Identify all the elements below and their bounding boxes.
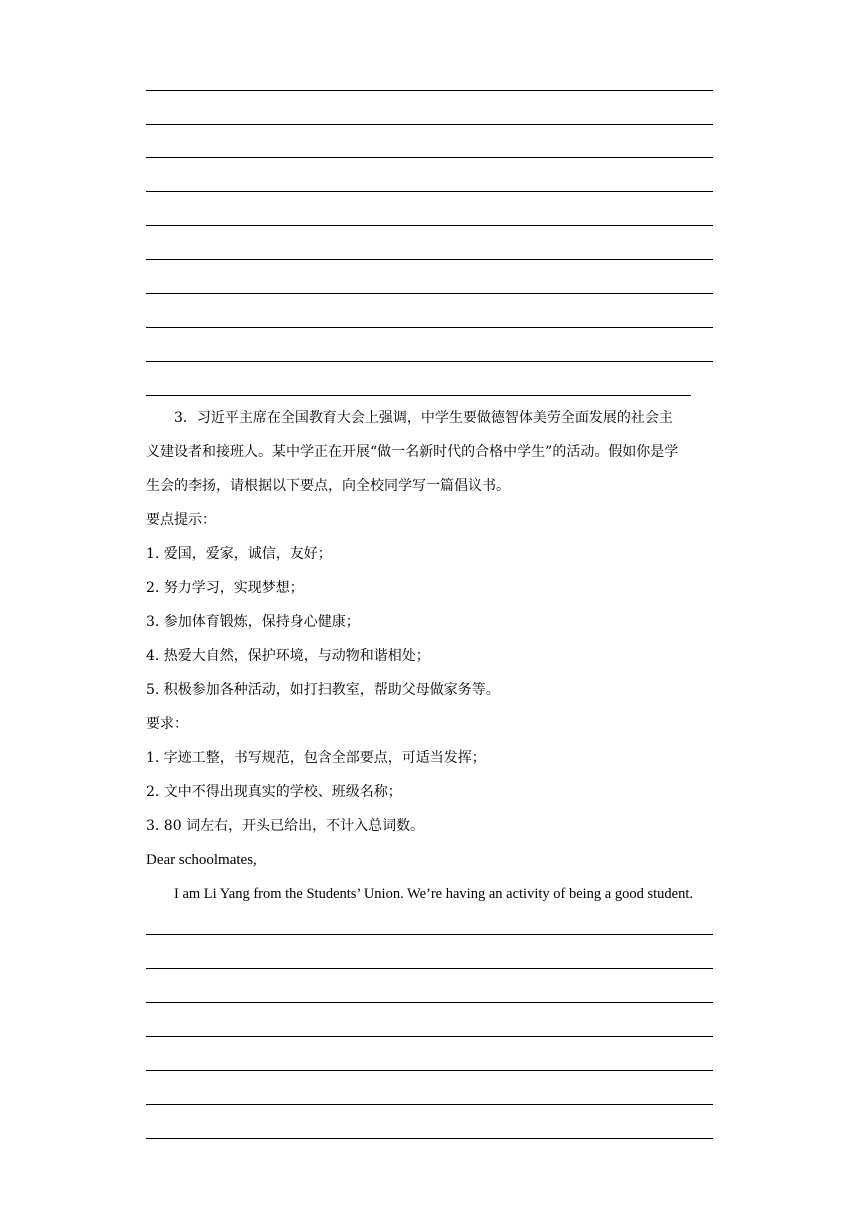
answer-line [146, 1104, 713, 1105]
answer-line [146, 1138, 713, 1139]
answer-line [146, 968, 713, 969]
point-item: 4. 热爱大自然，保护环境，与动物和谐相处； [146, 648, 430, 664]
answer-line [146, 259, 713, 260]
answer-line [146, 1036, 713, 1037]
point-item: 2. 努力学习，实现梦想； [146, 580, 304, 596]
answer-line [146, 327, 713, 328]
question-intro-line: 生会的李扬，请根据以下要点，向全校同学写一篇倡议书。 [146, 478, 510, 494]
letter-opening-sentence: I am Li Yang from the Students’ Union. We’re having an activity of being a good student. [174, 886, 693, 902]
point-item: 1. 爱国，爱家，诚信，友好； [146, 546, 332, 562]
answer-line [146, 1002, 713, 1003]
answer-line [146, 361, 713, 362]
point-item: 5. 积极参加各种活动，如打扫教室，帮助父母做家务等。 [146, 682, 500, 698]
answer-line [146, 395, 691, 396]
requirement-item: 1. 字迹工整，书写规范，包含全部要点，可适当发挥； [146, 750, 486, 766]
points-heading: 要点提示： [146, 512, 216, 528]
requirement-item: 3. 80 词左右，开头已给出，不计入总词数。 [146, 818, 425, 834]
answer-line [146, 157, 713, 158]
point-item: 3. 参加体育锻炼，保持身心健康； [146, 614, 360, 630]
answer-line [146, 293, 713, 294]
letter-salutation: Dear schoolmates, [146, 852, 257, 868]
answer-line [146, 1070, 713, 1071]
answer-line [146, 191, 713, 192]
requirements-heading: 要求： [146, 716, 188, 732]
answer-line [146, 225, 713, 226]
answer-line [146, 934, 713, 935]
answer-line [146, 124, 713, 125]
question-intro-line: 3．习近平主席在全国教育大会上强调，中学生要做德智体美劳全面发展的社会主 [174, 410, 673, 426]
requirement-item: 2. 文中不得出现真实的学校、班级名称； [146, 784, 402, 800]
question-intro-line: 义建设者和接班人。某中学正在开展“做一名新时代的合格中学生”的活动。假如你是学 [146, 444, 679, 460]
answer-line [146, 90, 713, 91]
